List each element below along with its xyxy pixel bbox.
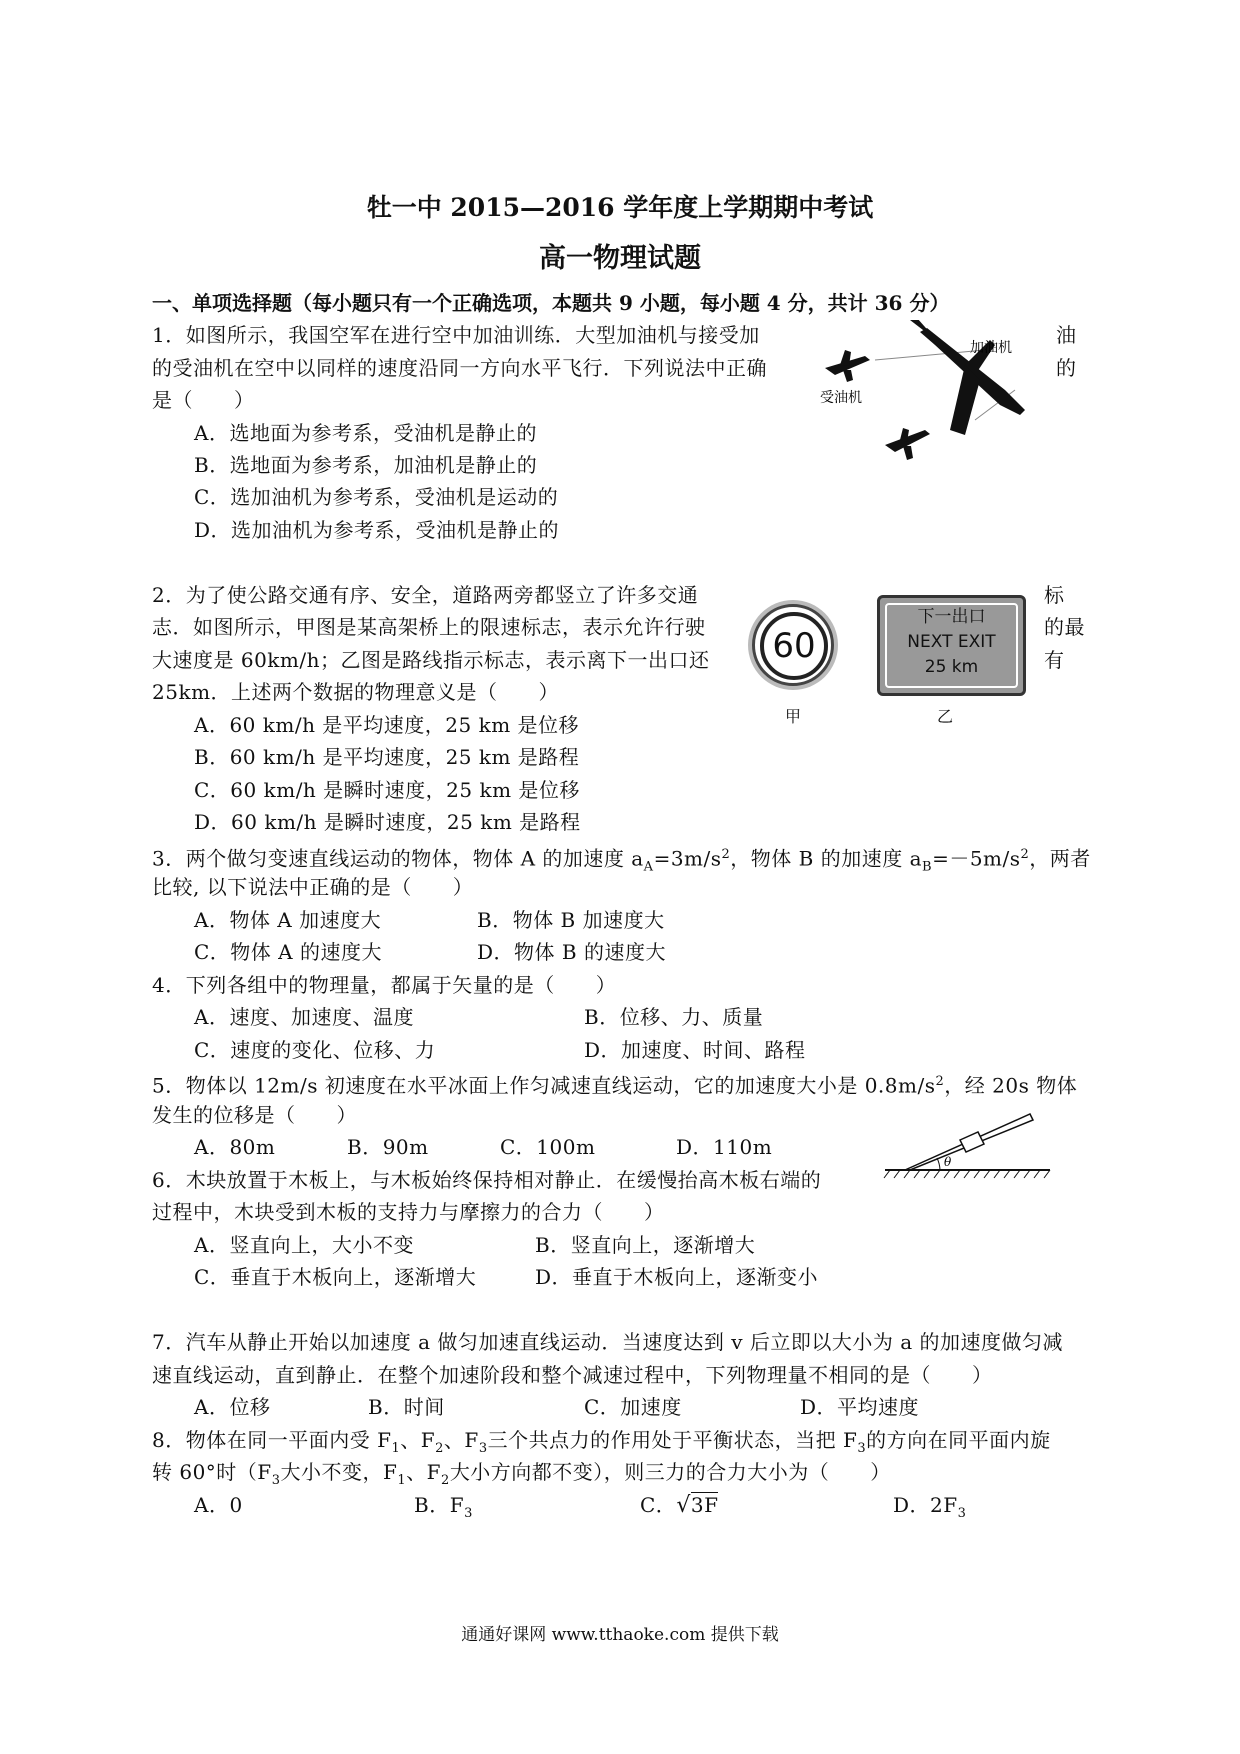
q5-option-c: C．100m [500,1135,596,1159]
tanker-plane-icon [910,320,1025,435]
q5-option-b: B．90m [347,1135,429,1159]
q1-option-c: C．选加油机为参考系，受油机是运动的 [194,485,559,509]
q1-wrap-right-1: 油 [1056,323,1077,347]
refueling-aircraft-figure [815,320,1045,470]
q8-option-d: D．$2F_3$ [893,1493,967,1521]
q2-option-b: B．60 km/h 是平均速度，25 km 是路程 [194,745,580,769]
q8-line1: 8．物体在同一平面内受 $F_1$、$F_2$、$F_3$三个共点力的作用处于平衡状态，当把 $F_3$的方向在同平面内旋 [152,1428,1051,1456]
exit-sign-en: NEXT EXIT [907,632,996,652]
q6-option-b: B．竖直向上，逐渐增大 [535,1233,756,1257]
exit-sign-cn: 下一出口 [917,607,986,627]
exam-title: 牡一中 2015—2016 学年度上学期期中考试 [366,193,874,222]
q7-line1: 7．汽车从静止开始以加速度 a 做匀加速直线运动．当速度达到 v 后立即以大小为 a 的加速度做匀减 [152,1330,1064,1354]
q7-option-b: B．时间 [368,1395,445,1419]
q6-option-a: A．竖直向上，大小不变 [194,1233,414,1257]
q2-line3: 大速度是 60km/h；乙图是路线指示标志，表示离下一出口还 [152,648,710,672]
q2-line2: 志．如图所示，甲图是某高架桥上的限速标志，表示允许行驶 [152,615,706,639]
exit-sign [877,595,1026,696]
q1-option-a: A．选地面为参考系，受油机是静止的 [194,421,537,445]
q7-line2: 速直线运动，直到静止．在整个加速阶段和整个减速过程中，下列物理量不相同的是（ ） [152,1363,993,1387]
q3-option-a: A．物体 A 加速度大 [194,908,382,932]
q7-option-c: C．加速度 [584,1395,682,1419]
label-yi: 乙 [937,707,954,726]
q3-option-b: B．物体 B 加速度大 [477,908,665,932]
q6-line1: 6．木块放置于木板上，与木板始终保持相对静止．在缓慢抬高木板右端的 [152,1168,822,1192]
q7-option-a: A．位移 [194,1395,271,1419]
q6-option-d: D．垂直于木板向上，逐渐变小 [535,1265,819,1289]
q8-line2: 转 60°时（$F_3$大小不变，$F_1$、$F_2$大小方向都不变），则三力的合力大小为（ ） [152,1460,891,1488]
exam-subtitle: 高一物理试题 [539,243,701,274]
receiver-jet-2-icon [885,428,930,460]
receiver-label: 受油机 [820,390,862,406]
q8-option-c: C．√3F [640,1493,719,1518]
q1-line2: 的受油机在空中以同样的速度沿同一方向水平飞行．下列说法中正确 [152,356,767,380]
q5-line1: 5．物体以 12m/s 初速度在水平冰面上作匀减速直线运动，它的加速度大小是 $0.8m/s^2$，经 20s 物体 [152,1073,1078,1098]
q8-option-a: A．0 [194,1493,243,1517]
q2-line1: 2．为了使公路交通有序、安全，道路两旁都竖立了许多交通 [152,583,699,607]
angle-theta: θ [944,1155,952,1169]
receiver-jet-icon [825,350,870,382]
q2-option-c: C．60 km/h 是瞬时速度，25 km 是位移 [194,778,580,802]
label-jia: 甲 [785,707,802,726]
q8-option-b: B．$F_3$ [414,1493,473,1521]
q3-line2: 比较, 以下说法中正确的是（ ） [152,875,474,899]
section-heading: 一、单项选择题（每小题只有一个正确选项，本题共 9 小题，每小题 4 分，共计 36 分） [152,291,950,315]
footer-watermark: 通通好课网 www.tthaoke.com 提供下载 [461,1625,779,1645]
speed-limit-value: 60 [760,612,828,680]
q4-option-a: A．速度、加速度、温度 [194,1005,414,1029]
q2-wrap-right-2: 的最 [1044,615,1085,639]
q4-option-d: D．加速度、时间、路程 [584,1038,806,1062]
q4-option-c: C．速度的变化、位移、力 [194,1038,436,1062]
q2-wrap-right-3: 有 [1044,648,1065,672]
q4-line: 4．下列各组中的物理量，都属于矢量的是（ ） [152,973,617,997]
q5-line2: 发生的位移是（ ） [152,1103,357,1127]
q1-line1: 1．如图所示，我国空军在进行空中加油训练．大型加油机与接受加 [152,323,760,347]
q4-option-b: B．位移、力、质量 [584,1005,764,1029]
q2-line4: 25km．上述两个数据的物理意义是（ ） [152,680,560,704]
q6-option-c: C．垂直于木板向上，逐渐增大 [194,1265,477,1289]
q3-option-c: C．物体 A 的速度大 [194,940,382,964]
q3-option-d: D．物体 B 的速度大 [477,940,666,964]
q2-wrap-right-1: 标 [1044,583,1065,607]
q3-line1: 3．两个做匀变速直线运动的物体，物体 A 的加速度 $a_A=3m/s^2$，物体 B 的加速度 $a_B=-5m/s^2$，两者 [152,846,1091,875]
sqrt-icon: √ [676,1493,691,1518]
q2-option-a: A．60 km/h 是平均速度，25 km 是位移 [194,713,580,737]
q1-option-b: B．选地面为参考系，加油机是静止的 [194,453,538,477]
tanker-label: 加油机 [970,340,1012,356]
q6-line2: 过程中，木块受到木板的支持力与摩擦力的合力（ ） [152,1200,665,1224]
incline-board-figure [880,1108,1055,1183]
q7-option-d: D．平均速度 [800,1395,920,1419]
q1-wrap-right-2: 的 [1056,356,1077,380]
q5-option-a: A．80m [194,1135,276,1159]
q1-line3: 是（ ） [152,388,255,412]
exit-sign-distance: 25 km [924,657,979,677]
q1-option-d: D．选加油机为参考系，受油机是静止的 [194,518,560,542]
q5-option-d: D．110m [676,1135,773,1159]
q2-option-d: D．60 km/h 是瞬时速度，25 km 是路程 [194,810,581,834]
speed-limit-sign [752,604,834,686]
